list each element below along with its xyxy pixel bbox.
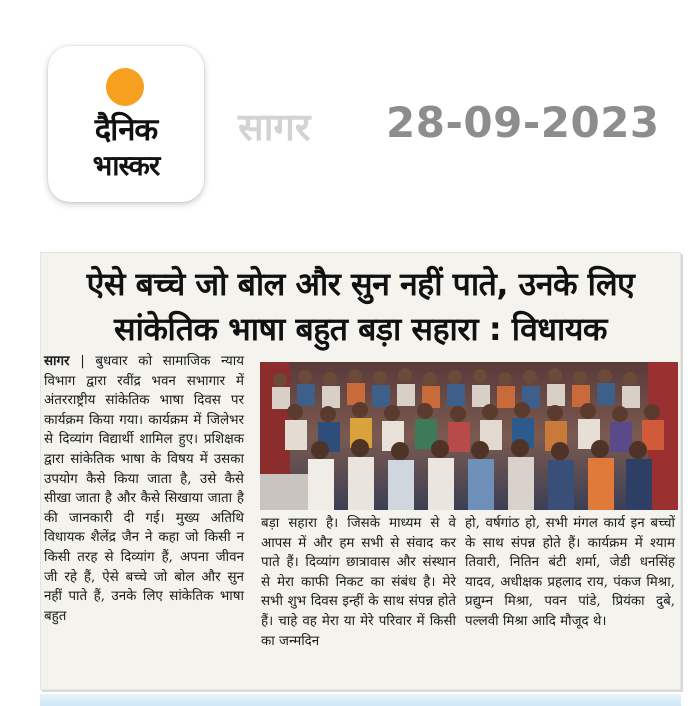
logo-text-bhaskar: भास्कर: [92, 149, 160, 182]
column-3-text: हो, वर्षगांठ हो, सभी मंगल कार्य इन बच्चों के साथ संपन्न होते हैं। कार्यक्रम में श्याम तिवारी, नितिन बंटी शर्मा, जेडी धनसिंह यादव, अधीक्षक प्रहलाद राय, पंकज मिश्रा, प्रद्युम्न मिश्रा, पवन पांडे, प्रियंका दुबे, पल्लवी मिश्रा आदि मौजूद थे।: [465, 516, 675, 629]
headline-line-1: ऐसे बच्चे जो बोल और सुन नहीं पाते, उनके लिए: [86, 265, 635, 303]
newspaper-clipping: [40, 252, 681, 690]
event-photo: [260, 362, 678, 510]
dateline: सागर: [44, 353, 70, 369]
article-column-1: [44, 352, 244, 626]
sun-icon: [106, 68, 144, 106]
article-column-2: [261, 514, 456, 651]
bottom-strip: [40, 694, 681, 706]
edition-city: सागर: [238, 105, 311, 149]
column-2-text: बड़ा सहारा है। जिसके माध्यम से वे आपस में और हम सभी से संवाद कर पाते हैं। दिव्यांग छात्रावास और संस्थान से मेरा काफी निकट का संबंध है। मेरे सभी शुभ दिवस इन्हीं के साथ संपन्न होते हैं। चाहे वह मेरा या मेरे परिवार में किसी का जन्मदिन: [261, 516, 456, 649]
dainik-bhaskar-logo: [48, 46, 204, 202]
column-1-text: | बुधवार को सामाजिक न्याय विभाग द्वारा रवींद्र भवन सभागार में अंतरराष्ट्रीय सांकेतिक भाषा दिवस पर कार्यक्रम किया गया। कार्यक्रम में जिलेभर से दिव्यांग विद्यार्थी शामिल हुए। प्रशिक्षक द्वारा सांकेतिक भाषा के विषय में उसका उपयोग कैसे किया जाता है, उसे कैसे सीखा जाता है और कैसे सिखाया जाता है की जानकारी दी गई। मुख्य अतिथि विधायक शैलेंद्र जैन ने कहा जो किसी न किसी तरह से दिव्यांग हैं, अपना जीवन जी रहे हैं, ऐसे बच्चे जो बोल और सुन नहीं पाते हैं, उनके लिए सांकेतिक भाषा बहुत: [44, 354, 244, 624]
article-column-3: [465, 514, 675, 632]
logo-text-dainik: दैनिक: [94, 112, 158, 148]
edition-date: 28-09-2023: [386, 98, 660, 147]
headline-line-2: सांकेतिक भाषा बहुत बड़ा सहारा : विधायक: [114, 310, 607, 348]
group-photo-illustration: [260, 362, 678, 510]
